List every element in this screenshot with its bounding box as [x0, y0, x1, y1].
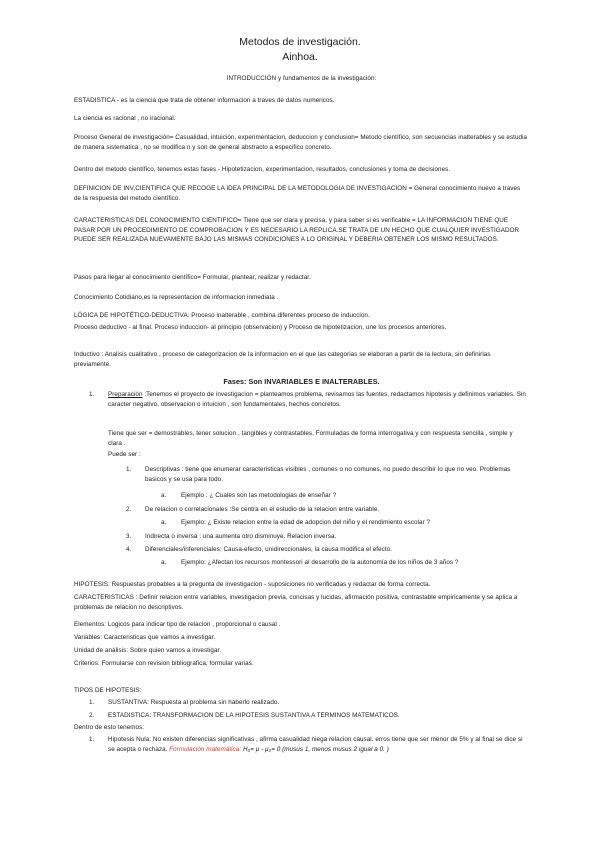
list-marker: 2.: [89, 712, 95, 719]
list-marker: 4.: [126, 546, 132, 553]
fases-heading: Fases: Son INVARIABLES E INALTERABLES.: [223, 377, 380, 386]
sub-relacion: De relacion o correlacionales :Se centra en el estudio de la relacion entre variable.: [145, 506, 380, 513]
fase-preparacion-label: Preparación: [108, 391, 143, 398]
paragraph-dentro-tenemos: Dentro de esto tenemos:: [74, 724, 145, 731]
paragraph-tiene-ser: Tiene que ser = demostrables, tener solucion , tangibles y contrastables, Formuladas de forma interrogativa y con respuesta sencilla , simple y clara .: [108, 430, 513, 447]
list-marker: 3.: [126, 533, 132, 540]
list-marker: 2.: [126, 506, 132, 513]
sub-descriptivas: Descriptivas : tiene que enumerar caracteristicas visibles , comunes o no comunes, no puedo describir lo que no veo. Problemas basicos y se usa para todo.: [145, 466, 511, 483]
formula: H₀= μ - μ₀= 0 (musus 1, menos musus 2 igual a 0. ): [242, 745, 389, 753]
sub-indirecta: Indirecta o inversa : una aumenta otro disminuye. Relacion inversa.: [145, 533, 337, 540]
document-title: Metodos de investigación.: [239, 36, 361, 48]
sub-diferenciales: Diferenciales/inferenciales: Causa-efecto, unidireccionales, la causa modifica el efecto.: [145, 546, 393, 553]
formula-label: Formulación matemática:: [169, 745, 242, 753]
paragraph-puede-ser: Puede ser :: [108, 451, 141, 458]
paragraph-unidad: Unidad de análisis: Sobre quien vamos a investigar.: [74, 647, 222, 654]
paragraph-ciencia-racional: La ciencia es racional , no iracional.: [74, 115, 176, 122]
paragraph-proceso-general: Proceso General de investigación= Casualidad, intuición, experimentacion, deduccion y conclusion= Metodo científico, son secuencias inalterables y se estudia de manera sistematica , no se modifica n y son de general abstracto a especifico concreto.: [74, 134, 528, 151]
hipotesis-nula-text: Hipotesis Nula: No existen diferencias significativas , afirma casualidad niega relacion causal. erros tiene que ser menor de 5% y al final se dice si se acepta o rechaza.: [108, 736, 523, 753]
intro-heading: INTRODUCCIÓN y fundamentos de la investigación:: [226, 75, 377, 82]
paragraph-pasos: Pasos para llegar al conocimiento científico= Formular, plantear, realizar y redactar.: [74, 274, 311, 281]
paragraph-caracteristicas: CARACTERISTICAS : Definir relacion entre variables, investigacion previa, concisas y lucidas, afirmación positiva, contrastable empiricamente y se aplica a problemas de relacion no descriptivos.: [74, 594, 518, 611]
paragraph-criterios: Criterios: Formularse con revision bibliografica, formular varias.: [74, 660, 254, 667]
fase-preparacion-text: :Tenemos el proyecto de investigacion = planteamos problema, revisamos las fuentes, redactamos hipotesis y definimos variables. Sin caracter negativo, observacion o intuicion , son fundamentales, hechos concretos.: [108, 391, 526, 408]
list-marker: a.: [161, 492, 167, 499]
list-marker: 1.: [89, 391, 95, 398]
paragraph-hipotesis: HIPOTESIS: Respuestas probables a la pregunta de investigacion - suposiciones no verificadas y redactar de forma correcta.: [74, 581, 431, 588]
list-marker: a.: [161, 519, 167, 526]
document-author: Ainhoa.: [282, 51, 318, 63]
tipo-sustantiva: SUSTANTIVA: Respuesta al problema sin haberlo realizado.: [108, 699, 280, 706]
paragraph-definicion: DEFINICION DE INV,CIENTIFICA QUE RECOGE LA IDEA PRINCIPAL DE LA METODOLOGIA DE INVESTIGACION = General conocimiento nuevo a traves de la respuesta del metodo científico.: [74, 185, 521, 202]
paragraph-deductivo: Proceso deductivo - al final. Proceso induccion- al principio (observacion) y Proceso de hipotetizacion, une los procesos anteriores.: [74, 324, 447, 331]
hipotesis-nula: [108, 735, 528, 754]
paragraph-caracteristicas-conocimiento: CARACTERISTICAS DEL CONOCIMIENTO CIENTIFICO= Tiene que ser clara y precisa, y para saber si es verificable = LA INFORMACION TIENE QUE PASAR POR UN PROCEDIMIENTO DE COMPROBACION Y ES NECESARIO LA REPLICA.SE TRATA DE UN HECHO QUE CUALQUIER INVESTIGADOR PUEDE SER REALIZADA NUEVAMENTE BAJO LAS MISMAS CONDICIONES A LO ORIGINAL Y DEBERIA OBTENER LOS MISMO RESULTADOS.: [74, 217, 520, 243]
paragraph-logica: LÓGICA DE HIPOTÉTICO-DEDUCTIVA: Proceso inalterable , combina diferentes proceso de induccion.: [74, 312, 370, 319]
list-marker: 1.: [126, 466, 132, 473]
tipos-heading: TIPOS DE HIPOTESIS:: [74, 687, 142, 694]
paragraph-variables: Variables: Caracteristicas que vamos a investigar.: [74, 634, 216, 641]
tipo-estadistica: ESTADISTICA: TRANSFORMACION DE LA HIPOTESIS SUSTANTIVA A TERMINOS MATEMATICOS.: [108, 712, 400, 719]
ejemplo-diferenciales: Ejemplo: ¿Afectan los recursos montessori al desarrollo de la autonomía de los niños de 3 años ?: [181, 559, 459, 566]
paragraph-inductivo: Inductivo : Analisis cualitativo , proceso de categorizacion de la informacion en el que las categorias se elaboran a partir de la lectura, sin definirlas previamente.: [74, 351, 491, 368]
ejemplo-relacion: Ejemplo: ¿ Existe relacion entre la edad de adopcion del niño y el rendimiento escolar ?: [181, 519, 431, 526]
paragraph-cotidiano: Conocimiento Cotidiano,es la representacion de informacion inmediata .: [74, 294, 279, 301]
paragraph-estadistica: ESTADISTICA - es la ciencia que trata de obtener informacion a traves de datos numericos.: [74, 97, 335, 104]
fase-preparacion: [108, 390, 528, 409]
list-marker: a.: [161, 559, 167, 566]
paragraph-dentro-metodo: Dentro del metodo científico, tenemos estas fases - Hipotetizacion, experimentacion, resultados, conclusiones y toma de decisiones.: [74, 166, 451, 173]
list-marker: 1.: [89, 699, 95, 706]
paragraph-elementos: Elementos: Logicos para indicar tipo de relacion , proporcional o causal .: [74, 621, 281, 628]
list-marker: 1.: [89, 736, 95, 743]
ejemplo-descriptivas: Ejemplo : ¿ Cuales son las metodologias de enseñar ?: [181, 492, 337, 499]
